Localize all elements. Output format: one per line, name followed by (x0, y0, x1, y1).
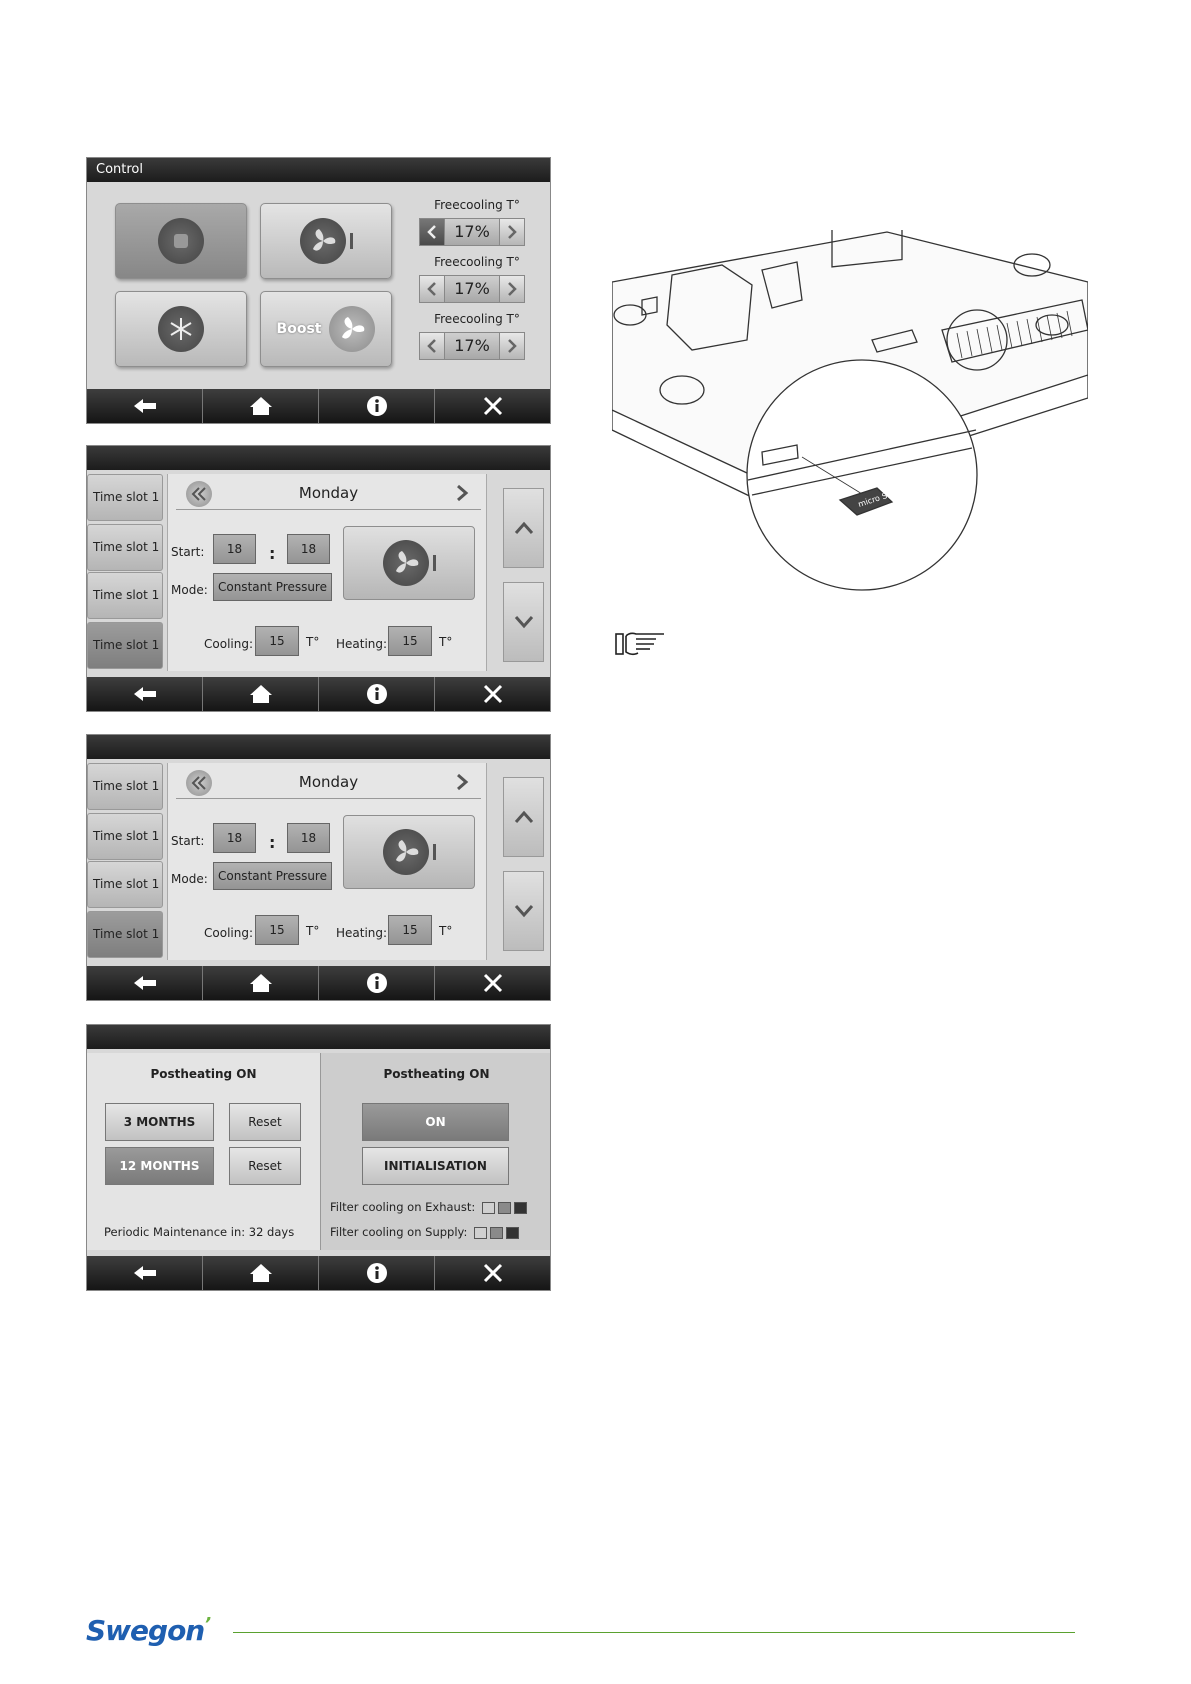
logo-text: Swegon (86, 1614, 205, 1647)
swatch-mid[interactable] (498, 1202, 511, 1214)
control-screen (86, 157, 551, 424)
chevron-up-icon (514, 521, 534, 535)
boost-label: Boost (276, 321, 322, 337)
mode-field[interactable]: Constant Pressure (213, 862, 332, 890)
day-selector (176, 476, 481, 510)
postheating-section (320, 1053, 551, 1250)
swegon-logo (86, 1614, 210, 1647)
day-selector (176, 765, 481, 799)
tools-button[interactable] (434, 677, 550, 711)
cooling-field[interactable]: 15 (255, 626, 299, 656)
note-hand-icon (614, 628, 670, 660)
time-slot-button[interactable]: Time slot 1 (87, 763, 163, 810)
cooling-field[interactable]: 15 (255, 915, 299, 945)
next-day-button[interactable] (455, 773, 469, 795)
start-minute-field[interactable]: 18 (287, 823, 330, 853)
freecooling-value: 17% (444, 333, 500, 359)
time-slot-button[interactable]: Time slot 1 (87, 861, 163, 908)
fan-icon (329, 306, 375, 352)
back-button[interactable] (87, 389, 202, 423)
back-arrow-icon (132, 683, 158, 705)
bottom-nav (87, 1256, 550, 1290)
mode-label: Mode: (171, 583, 208, 597)
heating-unit: T° (439, 924, 453, 938)
mode-preview-button[interactable] (343, 526, 475, 600)
home-icon (248, 1262, 274, 1284)
tools-icon (480, 395, 506, 417)
day-name: Monday (298, 484, 359, 502)
mode-field[interactable]: Constant Pressure (213, 573, 332, 601)
back-arrow-icon (132, 1262, 158, 1284)
swatch-light[interactable] (482, 1202, 495, 1214)
cooling-label: Cooling: (204, 926, 253, 940)
stop-button[interactable] (115, 203, 247, 279)
initialisation-button[interactable]: INITIALISATION (362, 1147, 509, 1185)
snowflake-icon (158, 306, 204, 352)
mode-label: Mode: (171, 872, 208, 886)
reset-button[interactable]: Reset (229, 1147, 301, 1185)
filter-exhaust-label: Filter cooling on Exhaust: (330, 1200, 476, 1214)
chevron-left-icon[interactable] (420, 276, 444, 302)
freecooling-value: 17% (444, 219, 500, 245)
info-icon (364, 683, 390, 705)
swatch-dark[interactable] (506, 1227, 519, 1239)
boost-button[interactable] (260, 291, 392, 367)
start-hour-field[interactable]: 18 (213, 534, 256, 564)
info-icon (364, 972, 390, 994)
sd-card-label: micro SD (856, 489, 895, 509)
tools-icon (480, 683, 506, 705)
back-button[interactable] (87, 1256, 202, 1290)
home-button[interactable] (202, 1256, 318, 1290)
fan-icon (383, 829, 429, 875)
back-button[interactable] (87, 966, 202, 1000)
scroll-up-button[interactable] (503, 777, 544, 857)
fan-icon (300, 218, 346, 264)
mode-preview-button[interactable] (343, 815, 475, 889)
back-button[interactable] (87, 677, 202, 711)
time-slot-button[interactable]: Time slot 1 (87, 524, 163, 571)
freecooling-stepper[interactable] (419, 218, 525, 246)
tools-button[interactable] (434, 389, 550, 423)
time-separator: : (269, 544, 276, 563)
heating-field[interactable]: 15 (388, 915, 432, 945)
info-button[interactable] (318, 966, 434, 1000)
filter-supply-label: Filter cooling on Supply: (330, 1225, 468, 1239)
home-icon (248, 395, 274, 417)
section-heading: Postheating ON (150, 1067, 257, 1081)
start-label: Start: (171, 545, 205, 559)
chevron-down-icon (514, 904, 534, 918)
back-arrow-icon (132, 395, 158, 417)
bottom-nav (87, 966, 550, 1000)
freecooling-stepper[interactable] (419, 275, 525, 303)
bottom-nav (87, 389, 550, 423)
freecooling-stepper[interactable] (419, 332, 525, 360)
maintenance-screen (86, 1024, 551, 1291)
scroll-down-button[interactable] (503, 582, 544, 662)
fan-level-bar (350, 233, 353, 249)
schedule-title-bar (87, 446, 550, 470)
freecooling-value: 17% (444, 276, 500, 302)
time-slot-button[interactable]: Time slot 1 (87, 813, 163, 860)
freecooling-label: Freecooling T° (434, 198, 520, 212)
filter-supply-row (330, 1225, 519, 1239)
heating-field[interactable]: 15 (388, 626, 432, 656)
chevron-right-icon (455, 773, 469, 791)
heating-label: Heating: (336, 637, 388, 651)
start-hour-field[interactable]: 18 (213, 823, 256, 853)
cooling-unit: T° (306, 924, 320, 938)
schedule-title-bar (87, 735, 550, 759)
chevron-right-icon[interactable] (500, 276, 524, 302)
chevron-right-icon[interactable] (500, 219, 524, 245)
cooling-label: Cooling: (204, 637, 253, 651)
info-button[interactable] (318, 389, 434, 423)
sd-card-slot-illustration (612, 230, 1088, 600)
schedule-screen (86, 734, 551, 1001)
tools-button[interactable] (434, 966, 550, 1000)
time-slot-button[interactable]: Time slot 1 (87, 474, 163, 521)
home-icon (248, 683, 274, 705)
tools-icon (480, 972, 506, 994)
scroll-up-button[interactable] (503, 488, 544, 568)
back-arrow-icon (132, 972, 158, 994)
reset-button[interactable]: Reset (229, 1103, 301, 1141)
fan-level-bar (433, 555, 436, 571)
schedule-editor (167, 474, 487, 671)
heating-unit: T° (439, 635, 453, 649)
info-icon (364, 395, 390, 417)
chevron-right-icon (455, 484, 469, 502)
bottom-nav (87, 677, 550, 711)
chevron-down-icon (514, 615, 534, 629)
schedule-screen (86, 445, 551, 712)
next-day-button[interactable] (455, 484, 469, 506)
freecooling-label: Freecooling T° (434, 255, 520, 269)
section-heading: Postheating ON (383, 1067, 490, 1081)
leaf-icon: ’ (204, 1614, 211, 1635)
cooling-button[interactable] (115, 291, 247, 367)
scroll-down-button[interactable] (503, 871, 544, 951)
swatch-light[interactable] (474, 1227, 487, 1239)
time-slot-button[interactable]: Time slot 1 (87, 572, 163, 619)
fan-icon (383, 540, 429, 586)
stop-icon (158, 218, 204, 264)
time-slot-button[interactable]: Time slot 1 (87, 911, 163, 958)
home-icon (248, 972, 274, 994)
start-label: Start: (171, 834, 205, 848)
periodic-maintenance-text: Periodic Maintenance in: 32 days (104, 1225, 295, 1239)
swatch-mid[interactable] (490, 1227, 503, 1239)
footer-rule (233, 1632, 1075, 1633)
twelve-months-button[interactable]: 12 MONTHS (105, 1147, 214, 1185)
time-slot-button[interactable]: Time slot 1 (87, 622, 163, 669)
home-button[interactable] (202, 389, 318, 423)
time-separator: : (269, 833, 276, 852)
tools-icon (480, 1262, 506, 1284)
info-icon (364, 1262, 390, 1284)
maintenance-interval-section (87, 1053, 320, 1250)
on-button[interactable]: ON (362, 1103, 509, 1141)
home-button[interactable] (202, 677, 318, 711)
cooling-unit: T° (306, 635, 320, 649)
three-months-button[interactable]: 3 MONTHS (105, 1103, 214, 1141)
day-name: Monday (298, 773, 359, 791)
freecooling-label: Freecooling T° (434, 312, 520, 326)
tools-button[interactable] (434, 1256, 550, 1290)
chevron-left-icon[interactable] (420, 333, 444, 359)
fan-level-bar (433, 844, 436, 860)
swatch-dark[interactable] (514, 1202, 527, 1214)
chevron-left-icon[interactable] (420, 219, 444, 245)
heating-label: Heating: (336, 926, 388, 940)
home-button[interactable] (202, 966, 318, 1000)
schedule-editor (167, 763, 487, 960)
control-title: Control (87, 158, 550, 182)
maintenance-title-bar (87, 1025, 550, 1049)
info-button[interactable] (318, 677, 434, 711)
start-minute-field[interactable]: 18 (287, 534, 330, 564)
info-button[interactable] (318, 1256, 434, 1290)
chevron-up-icon (514, 810, 534, 824)
chevron-right-icon[interactable] (500, 333, 524, 359)
filter-exhaust-row (330, 1200, 527, 1214)
fan-level-button[interactable] (260, 203, 392, 279)
